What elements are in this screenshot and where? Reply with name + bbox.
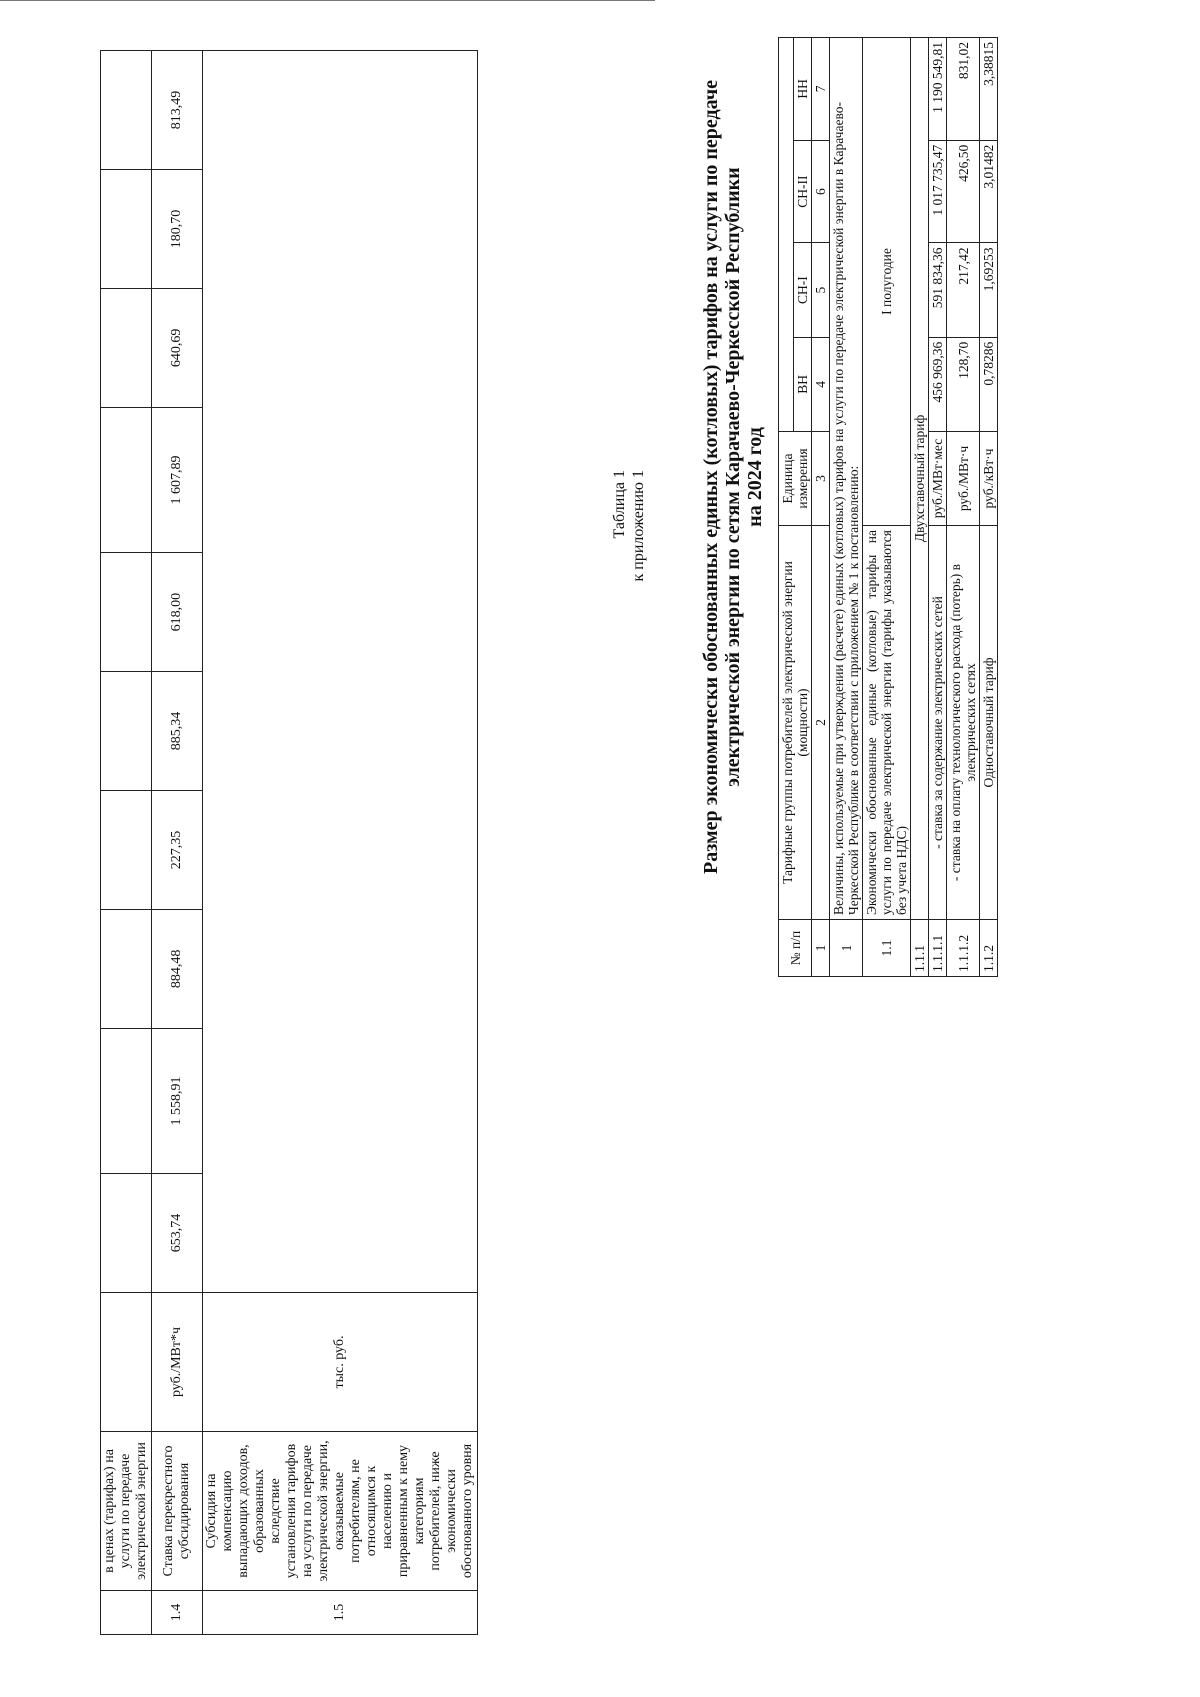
cell-empty xyxy=(203,51,478,1293)
cell-value: 426,50 xyxy=(947,140,980,243)
header-unit: Единица измерения xyxy=(779,432,812,526)
cell-value: 831,02 xyxy=(947,38,980,141)
cell-empty xyxy=(101,672,152,791)
cell-empty xyxy=(101,1028,152,1173)
cell-unit: тыс. руб. xyxy=(203,1293,478,1432)
cell-period: I полугодие xyxy=(863,38,911,526)
cell-value: 180,70 xyxy=(152,170,203,289)
cell-num: 1.5 xyxy=(203,1591,478,1635)
cell-text: Двухставочный тариф xyxy=(911,38,929,920)
cell-empty xyxy=(101,1174,152,1293)
col-number: 1 xyxy=(812,920,830,977)
cell-value: 456 969,36 xyxy=(929,337,947,431)
table-row xyxy=(863,38,911,977)
cell-unit xyxy=(101,1293,152,1432)
cell-value: 813,49 xyxy=(152,51,203,170)
cell-value: 3,01482 xyxy=(980,140,998,243)
col-number: 4 xyxy=(812,337,830,431)
header-nn: НН xyxy=(794,38,812,141)
cell-name: Одноставочный тариф xyxy=(980,526,998,920)
cell-name: - ставка за содержание электрических сетей xyxy=(929,526,947,920)
cell-empty xyxy=(101,288,152,407)
header-num: № п/п xyxy=(779,920,812,977)
column-numbers-row xyxy=(812,38,830,977)
caption-line: к приложению 1 xyxy=(630,470,647,582)
cell-num xyxy=(101,1591,152,1635)
cell-empty xyxy=(101,790,152,909)
table-header-row xyxy=(779,38,794,977)
header-sn1: СН-I xyxy=(794,243,812,337)
cell-value: 884,48 xyxy=(152,909,203,1028)
cell-num: 1.1 xyxy=(863,920,911,977)
continuation-table xyxy=(100,50,478,1635)
cell-empty xyxy=(101,909,152,1028)
cell-unit: руб./МВт·ч xyxy=(947,432,980,526)
col-number: 6 xyxy=(812,140,830,243)
title-line: Размер экономически обоснованных единых (котловых) тарифов на услуги по передаче xyxy=(700,80,722,874)
cell-empty xyxy=(101,170,152,289)
cell-value: 1 190 549,81 xyxy=(929,38,947,141)
cell-value: 1 017 735,47 xyxy=(929,140,947,243)
cell-empty xyxy=(101,51,152,170)
col-number: 5 xyxy=(812,243,830,337)
table-row xyxy=(947,38,980,977)
cell-text: Величины, используемые при утверждении (расчете) единых (котловых) тарифов на услуги по передаче электрической энергии в Карачаево-Черкесской Республике в соответствии с приложением № 1 к постановлению: xyxy=(830,38,863,920)
cell-value: 227,35 xyxy=(152,790,203,909)
table-row xyxy=(911,38,929,977)
cell-value: 0,78286 xyxy=(980,337,998,431)
cell-value: 885,34 xyxy=(152,672,203,791)
table-row xyxy=(203,51,478,1635)
cell-num: 1 xyxy=(830,920,863,977)
cell-num: 1.4 xyxy=(152,1591,203,1635)
cell-value: 640,69 xyxy=(152,288,203,407)
header-group: Тарифные группы потребителей электрической энергии (мощности) xyxy=(779,526,812,920)
cell-num: 1.1.1 xyxy=(911,920,929,977)
col-number: 7 xyxy=(812,38,830,141)
title-line: на 2024 год xyxy=(744,427,766,527)
cell-unit: руб./кВт·ч xyxy=(980,432,998,526)
cell-name: - ставка на оплату технологического расхода (потерь) в электрических сетях xyxy=(947,526,980,920)
table-row xyxy=(101,51,152,1635)
caption-line: Таблица 1 xyxy=(611,470,628,539)
cell-value: 1 607,89 xyxy=(152,407,203,552)
cell-value: 217,42 xyxy=(947,243,980,337)
table-row xyxy=(830,38,863,977)
col-number: 3 xyxy=(812,432,830,526)
cell-num: 1.1.1.2 xyxy=(947,920,980,977)
table-row xyxy=(152,51,203,1635)
cell-empty xyxy=(101,407,152,552)
header-blank xyxy=(779,38,794,432)
cell-text: Экономически обоснованные единые (котловые) тарифы на услуги по передаче электрической энергии (тарифы указываются без учета НДС) xyxy=(863,526,911,920)
cell-name: Ставка перекрестного субсидирования xyxy=(152,1432,203,1591)
cell-empty xyxy=(101,553,152,672)
cell-value: 1 558,91 xyxy=(152,1028,203,1173)
header-sn2: СН-II xyxy=(794,140,812,243)
tariff-table xyxy=(778,37,998,977)
page-title xyxy=(700,0,766,977)
cell-name: в ценах (тарифах) на услуги по передаче электрической энергии xyxy=(101,1432,152,1591)
cell-value: 3,38815 xyxy=(980,38,998,141)
cell-name: Субсидия на компенсацию выпадающих доходов, образованных вследствие установления тарифов на услуги по передаче электрической энергии, оказываемые потребителям, не относящимся к населению и приравненным к нему категориям потребителей, ниже экономически обоснованного уровня xyxy=(203,1432,478,1591)
cell-value: 1,69253 xyxy=(980,243,998,337)
cell-value: 128,70 xyxy=(947,337,980,431)
cell-num: 1.1.2 xyxy=(980,920,998,977)
cell-unit: руб./МВт·мес xyxy=(929,432,947,526)
cell-unit: руб./МВт*ч xyxy=(152,1293,203,1432)
cell-value: 591 834,36 xyxy=(929,243,947,337)
header-vn: ВН xyxy=(794,337,812,431)
col-number: 2 xyxy=(812,526,830,920)
title-line: электрической энергии по сетям Карачаево-Черкесской Республики xyxy=(722,167,744,787)
table-row xyxy=(980,38,998,977)
table-row xyxy=(929,38,947,977)
table-caption xyxy=(610,470,648,582)
cell-value: 618,00 xyxy=(152,553,203,672)
cell-num: 1.1.1.1 xyxy=(929,920,947,977)
cell-value: 653,74 xyxy=(152,1174,203,1293)
